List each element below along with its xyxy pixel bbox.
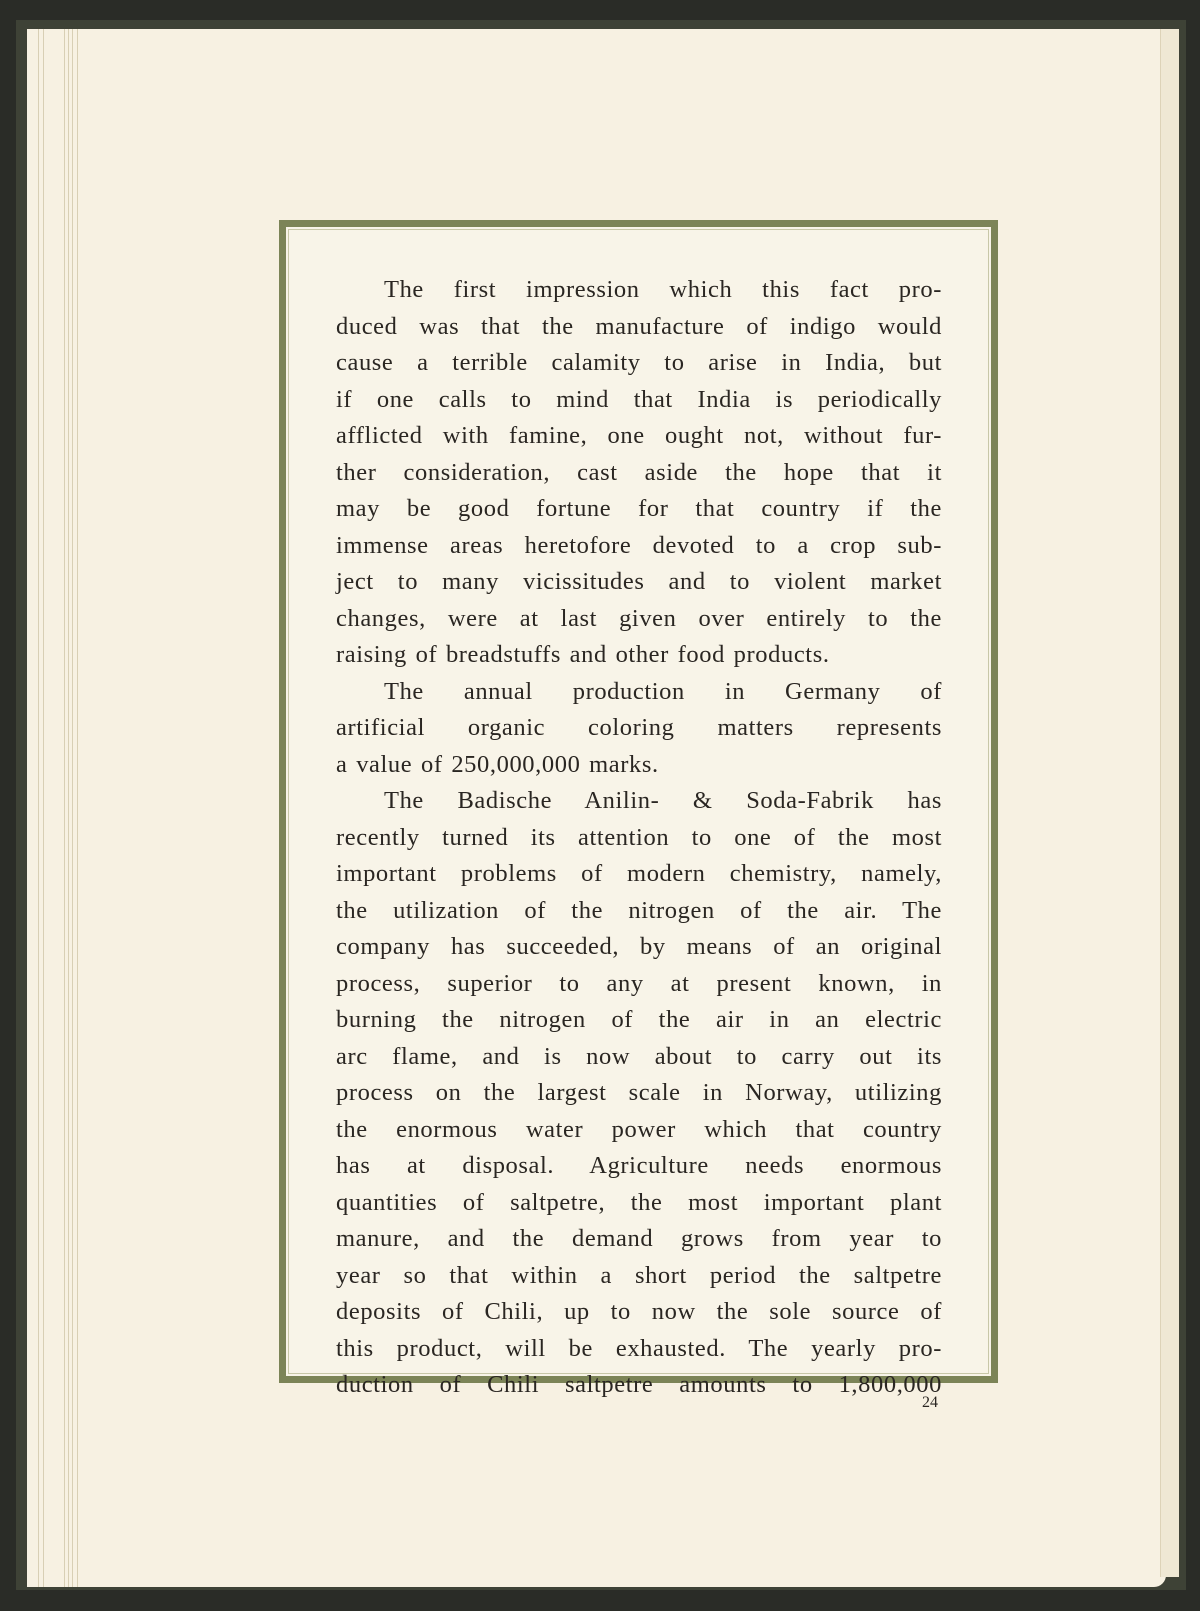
text-line: raising of breadstuffs and other food products.	[336, 641, 830, 668]
text-line: process on the largest scale in Norway, utilizing	[336, 1079, 942, 1106]
text-line: deposits of Chili, up to now the sole source of	[336, 1298, 942, 1325]
text-line: duced was that the manufacture of indigo would	[336, 312, 942, 340]
page-number: 24	[922, 1394, 938, 1411]
text-line: The annual production in Germany of	[384, 677, 942, 705]
text-line: changes, were at last given over entirely to the	[336, 604, 942, 632]
paragraph	[336, 272, 942, 674]
text-line: quantities of saltpetre, the most important plant	[336, 1188, 942, 1216]
text-line: cause a terrible calamity to arise in India, but	[336, 349, 942, 376]
page-edge-line	[43, 29, 44, 1587]
text-line: ther consideration, cast aside the hope that it	[336, 458, 942, 486]
text-line: company has succeeded, by means of an original	[336, 933, 942, 960]
page-edge-line	[68, 29, 69, 1587]
text-line: the enormous water power which that country	[336, 1115, 942, 1143]
paragraph	[336, 674, 942, 784]
text-line: The first impression which this fact pro-	[384, 276, 942, 303]
text-line: recently turned its attention to one of the most	[336, 823, 942, 851]
body-text	[336, 272, 942, 1404]
text-line: duction of Chili saltpetre amounts to 1,800,000	[336, 1371, 942, 1398]
text-line: this product, will be exhausted. The yearly pro-	[336, 1334, 942, 1362]
text-line: burning the nitrogen of the air in an electric	[336, 1006, 942, 1033]
text-line: if one calls to mind that India is periodically	[336, 385, 942, 413]
paragraph	[336, 783, 942, 1404]
text-line: artificial organic coloring matters represents	[336, 714, 942, 741]
page-stack-right	[1160, 29, 1179, 1577]
text-line: afflicted with famine, one ought not, without fur-	[336, 422, 942, 449]
text-line: has at disposal. Agriculture needs enormous	[336, 1152, 942, 1179]
page-edge-line	[72, 29, 73, 1587]
text-line: ject to many vicissitudes and to violent market	[336, 568, 942, 595]
text-line: immense areas heretofore devoted to a crop sub-	[336, 531, 942, 559]
page-edge-line	[38, 29, 39, 1587]
page-edge-line	[64, 29, 65, 1587]
text-line: manure, and the demand grows from year to	[336, 1225, 942, 1252]
text-line: arc flame, and is now about to carry out its	[336, 1042, 942, 1070]
text-line: a value of 250,000,000 marks.	[336, 750, 659, 778]
text-line: important problems of modern chemistry, namely,	[336, 860, 942, 887]
text-line: the utilization of the nitrogen of the air. The	[336, 896, 942, 924]
text-line: may be good fortune for that country if the	[336, 495, 942, 522]
text-line: year so that within a short period the saltpetre	[336, 1261, 942, 1289]
page-edge-line	[77, 29, 78, 1587]
text-line: The Badische Anilin- & Soda-Fabrik has	[384, 787, 942, 814]
text-line: process, superior to any at present known, in	[336, 969, 942, 997]
